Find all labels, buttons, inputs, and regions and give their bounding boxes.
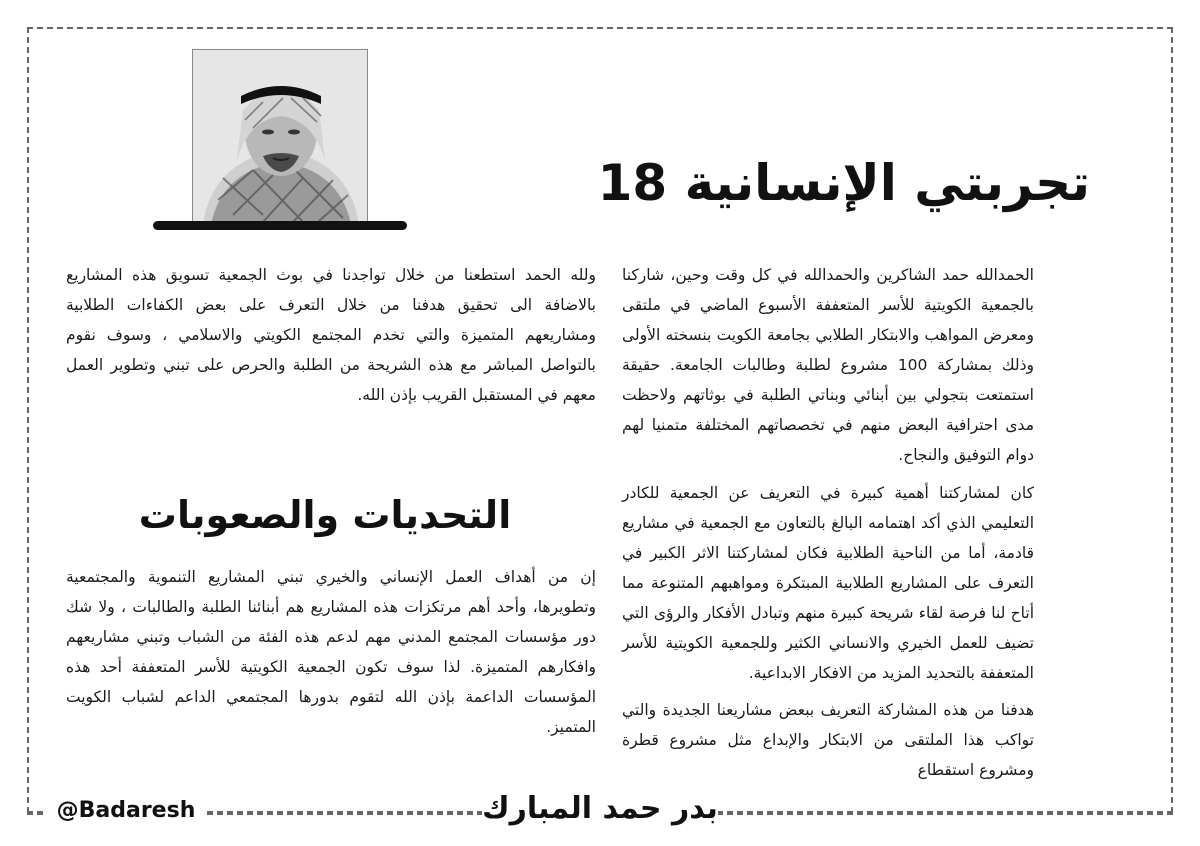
article-title: تجربتي الإنسانية 18 (597, 154, 1090, 212)
author-portrait (192, 49, 368, 223)
right-column-paragraph-3 (622, 695, 1034, 785)
left-column-paragraph-1 (66, 260, 596, 410)
section-subheading: التحديات والصعوبات (138, 493, 512, 537)
portrait-underline (153, 221, 407, 230)
paragraph: الحمدالله حمد الشاكرين والحمدالله في كل وقت وحين، شاركنا بالجمعية الكويتية للأسر المتعففة الأسبوع الماضي في ملتقى ومعرض المواهب والابتكار الطلابي بجامعة الكويت بنسخته الأولى وذلك بمشاركة 100 مشروع لطلبة وطالبات الجامعة. حقيقة استمتعت بتجولي بين أبنائي وبناتي الطلبة في بوثاتهم ولاحظت مدى احترافية البعض منهم في تخصصاتهم المختلفة متمنيا لهم دوام التوفيق والنجاح. (622, 266, 1034, 464)
paragraph: هدفنا من هذه المشاركة التعريف ببعض مشاريعنا الجديدة والتي تواكب هذا الملتقى من الابتكار والإبداع مثل مشروع قطرة ومشروع استقطاع (622, 701, 1034, 779)
paragraph: ولله الحمد استطعنا من خلال تواجدنا في بوث الجمعية تسويق هذه المشاريع بالاضافة الى تحقيق هدفنا من خلال التعرف على بعض الكفاءات الطلابية ومشاريعهم المتميزة والتي تخدم المجتمع الكويتي والاسلامي ، وسوف نقوم بالتواصل المباشر مع هذه الشريحة من الطلبة والحرص على تبني وتطوير العمل معهم في المستقبل القريب بإذن الله. (66, 266, 596, 404)
left-column-paragraph-2 (66, 562, 596, 742)
author-byline: بدر حمد المبارك (482, 786, 718, 832)
paragraph: كان لمشاركتنا أهمية كبيرة في التعريف عن الجمعية للكادر التعليمي الذي أكد اهتمامه البالغ بالتعاون مع الجمعية في مشاريع قادمة، أما من الناحية الطلابية فكان لمشاركتنا الاثر الكبير في التعرف على المشاريع الطلابية المبتكرة ومواهبهم المتنوعة مما أتاح لنا فرصة لقاء شريحة كبيرة منهم وتبادل الأفكار والرؤى التي تضيف للعمل الخيري والانساني الكثير وللجمعية الكويتية للأسر المتعففة بالتحديد المزيد من الافكار الابداعية. (622, 484, 1034, 682)
paragraph: إن من أهداف العمل الإنساني والخيري تبني المشاريع التنموية والمجتمعية وتطويرها، وأحد أهم مرتكزات هذه المشاريع هم أبنائنا الطلبة والطالبات ، ولا شك دور مؤسسات المجتمع المدني مهم لدعم هذه الفئة من الشباب وتبني مشاريعهم وافكارهم المتميزة. لذا سوف تكون الجمعية الكويتية للأسر المتعففة أحد هذه المؤسسات الداعمة بإذن الله لتقوم بدورها المجتمعي الداعم لشباب الكويت المتميز. (66, 568, 596, 736)
right-column-paragraph-2 (622, 478, 1034, 688)
right-column-paragraph-1 (622, 260, 1034, 470)
twitter-handle: @Badaresh (46, 792, 206, 830)
